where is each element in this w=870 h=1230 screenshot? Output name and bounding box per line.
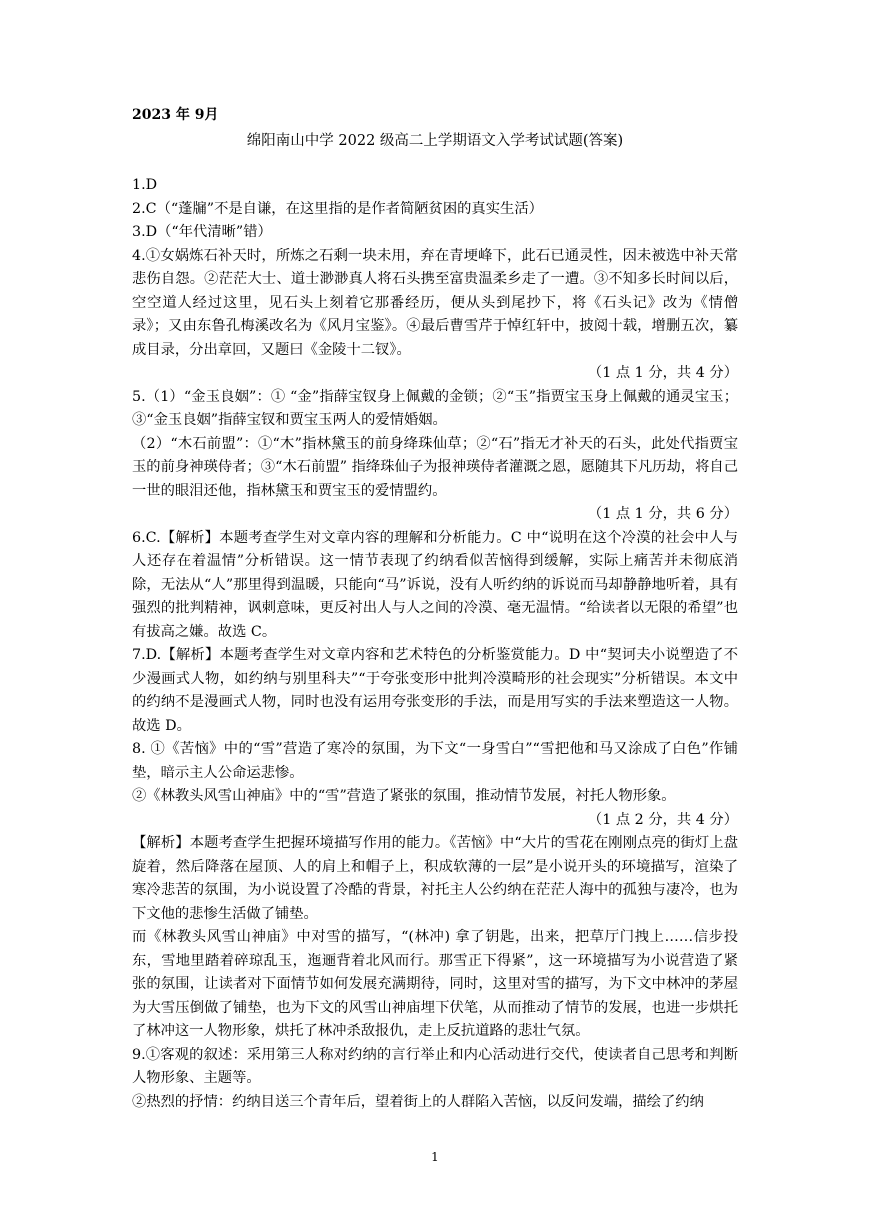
page-number: 1 (431, 1150, 439, 1164)
answer-5-part-1: 5.（1）“金玉良姻”：① “金”指薛宝钗身上佩戴的金锁；②“玉”指贾宝玉身上佩戴的通灵宝玉；③“金玉良姻”指薛宝钗和贾宝玉两人的爱情婚姻。 (132, 388, 738, 428)
date-line: 2023 年 9月 (132, 107, 219, 123)
answer-9-point-1: 9.①客观的叙述：采用第三人称对约纳的言行举止和内心活动进行交代，使读者自己思考和判断人物形象、主题等。 (132, 1046, 738, 1086)
answer-8-analysis-2: 而《林教头风雪山神庙》中对雪的描写，“(林冲) 拿了钥匙，出来，把草厅门拽上……信步投东，雪地里踏着碎琼乱玉，迤逦背着北风而行。那雪正下得紧”，这一环境描写为小说营造了紧张的氛围，让读者对下面情节如何发展充满期待，同时，这里对雪的描写，为下文中林冲的茅屋为大雪压倒做了铺垫，也为下文的风雪山神庙埋下伏笔，从而推动了情节的发展，也进一步烘托了林冲这一人物形象，烘托了林冲杀敌报仇，走上反抗道路的悲壮气氛。 (132, 929, 738, 1039)
score-note: （1 点 1 分，共 4 分） (587, 365, 738, 381)
answer-8-analysis-1: 【解析】本题考查学生把握环境描写作用的能力。《苦恼》中“大片的雪花在刚刚点亮的街灯上盘旋着，然后降落在屋顶、人的肩上和帽子上，积成软薄的一层”是小说开头的环境描写，渲染了寒冷悲苦的氛围，为小说设置了冷酷的背景，衬托主人公约纳在茫茫人海中的孤独与凄冷，也为下文他的悲惨生活做了铺垫。 (132, 835, 738, 922)
answer-2: 2.C（“蓬牖”不是自谦，在这里指的是作者简陋贫困的真实生活） (132, 200, 543, 217)
answer-4: 4.①女娲炼石补天时，所炼之石剩一块未用，弃在青埂峰下，此石已通灵性，因未被选中补天常悲伤自怨。②茫茫大士、道士渺渺真人将石头携至富贵温柔乡走了一遭。③不知多长时间以后，空空道人经过这里，见石头上刻着它那番经历，便从头到尾抄下，将《石头记》改为《情僧录》；又由东鲁孔梅溪改名为《风月宝鉴》。④最后曹雪芹于悼红轩中，披阅十载，增删五次，纂成目录，分出章回，又题曰《金陵十二钗》。 (132, 247, 738, 358)
answer-8-point-1: 8. ①《苦恼》中的“雪”营造了寒冷的氛围，为下文“一身雪白”“雪把他和马又涂成了白色”作铺垫，暗示主人公命运悲惨。 (132, 741, 738, 781)
answer-1: 1.D (132, 177, 158, 193)
answer-5-part-2: （2）“木石前盟”：①“木”指林黛玉的前身绛珠仙草；②“石”指无才补天的石头，此处代指贾宝玉的前身神瑛侍者；③“木石前盟” 指绛珠仙子为报神瑛侍者灌溉之恩，愿随其下凡历劫，将自己一世的眼泪还他，指林黛玉和贾宝玉的爱情盟约。 (132, 435, 738, 499)
answer-7: 7.D.【解析】本题考查学生对文章内容和艺术特色的分析鉴赏能力。D 中“契诃夫小说塑造了不少漫画式人物，如约纳与别里科夫”“于夸张变形中批判冷漠畸形的社会现实”分析错误。本文中的约纳不是漫画式人物，同时也没有运用夸张变形的手法，而是用写实的手法来塑造这一人物。故选 D。 (132, 647, 738, 734)
answer-3: 3.D（“年代清晰”错） (132, 224, 272, 240)
page-title: 绵阳南山中学 2022 级高二上学期语文入学考试试题(答案) (246, 133, 624, 149)
answer-9-point-2: ②热烈的抒情：约纳目送三个青年后，望着街上的人群陷入苦恼，以反问发端，描绘了约纳 (132, 1093, 704, 1110)
answer-8-point-2: ②《林教头风雪山神庙》中的“雪”营造了紧张的氛围，推动情节发展，衬托人物形象。 (132, 788, 676, 804)
answer-body (132, 174, 738, 1114)
answer-6: 6.C.【解析】本题考查学生对文章内容的理解和分析能力。C 中“说明在这个冷漠的社会中人与人还存在着温情”分析错误。这一情节表现了约纳看似苦恼得到缓解，实际上痛苦并未彻底消除，无法从“人”那里得到温暖，只能向“马”诉说，没有人听约纳的诉说而马却静静地听着，具有强烈的批判精神，讽刺意味，更反衬出人与人之间的冷漠、毫无温情。“给读者以无限的希望”也有拔高之嫌。故选 C。 (132, 529, 738, 640)
score-note: （1 点 1 分，共 6 分） (587, 506, 738, 522)
score-note: （1 点 2 分，共 4 分） (587, 811, 738, 828)
